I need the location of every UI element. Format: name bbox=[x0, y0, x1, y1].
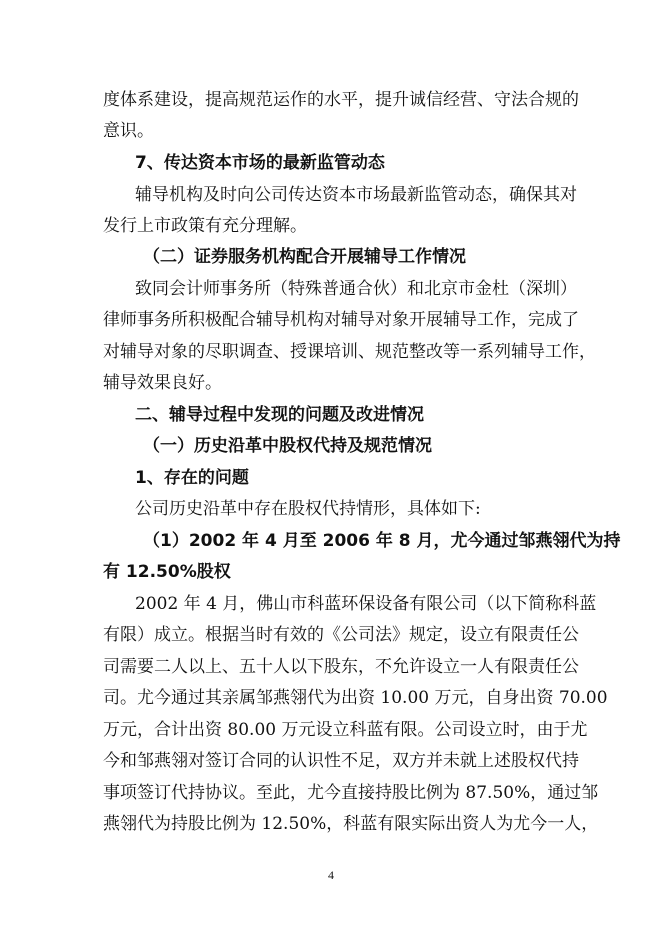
paragraph-line: 律师事务所积极配合辅导机构对辅导对象开展辅导工作，完成了 bbox=[103, 310, 579, 330]
paragraph-line: 司需要二人以上、五十人以下股东，不允许设立一人有限责任公 bbox=[103, 657, 579, 677]
section-heading: 二、辅导过程中发现的问题及改进情况 bbox=[135, 405, 424, 425]
paragraph-line: 辅导机构及时向公司传达资本市场最新监管动态，确保其对 bbox=[135, 185, 577, 205]
paragraph-line: 司。尤今通过其亲属邹燕翎代为出资 10.00 万元，自身出资 70.00 bbox=[103, 688, 608, 708]
paragraph-line: 万元，合计出资 80.00 万元设立科蓝有限。公司设立时，由于尤 bbox=[103, 720, 588, 740]
section-heading: （一）历史沿革中股权代持及规范情况 bbox=[143, 436, 432, 456]
paragraph-line: 事项签订代持协议。至此，尤今直接持股比例为 87.50%，通过邹 bbox=[103, 783, 599, 803]
paragraph-line: 燕翎代为持股比例为 12.50%，科蓝有限实际出资人为尤今一人， bbox=[103, 814, 599, 834]
paragraph-line: 致同会计师事务所（特殊普通合伙）和北京市金杜（深圳） bbox=[135, 279, 577, 299]
page-number: 4 bbox=[328, 868, 334, 882]
section-heading: 7、传达资本市场的最新监管动态 bbox=[135, 153, 385, 173]
section-heading: 有 12.50%股权 bbox=[103, 562, 231, 582]
paragraph-line: 今和邹燕翎对签订合同的认识性不足，双方并未就上述股权代持 bbox=[103, 751, 579, 771]
paragraph-line: 发行上市政策有充分理解。 bbox=[103, 216, 307, 236]
paragraph-line: 有限）成立。根据当时有效的《公司法》规定，设立有限责任公 bbox=[103, 625, 579, 645]
section-heading: （1）2002 年 4 月至 2006 年 8 月，尤今通过邹燕翎代为持 bbox=[143, 531, 621, 551]
paragraph-line: 2002 年 4 月，佛山市科蓝环保设备有限公司（以下简称科蓝 bbox=[135, 594, 597, 614]
paragraph-line: 意识。 bbox=[103, 121, 154, 141]
paragraph-line: 对辅导对象的尽职调查、授课培训、规范整改等一系列辅导工作， bbox=[103, 342, 596, 362]
paragraph-line: 公司历史沿革中存在股权代持情形，具体如下: bbox=[135, 499, 481, 519]
section-heading: （二）证券服务机构配合开展辅导工作情况 bbox=[143, 247, 466, 267]
paragraph-line: 度体系建设，提高规范运作的水平，提升诚信经营、守法合规的 bbox=[103, 90, 579, 110]
paragraph-line: 辅导效果良好。 bbox=[103, 373, 222, 393]
section-heading: 1、存在的问题 bbox=[135, 468, 249, 488]
